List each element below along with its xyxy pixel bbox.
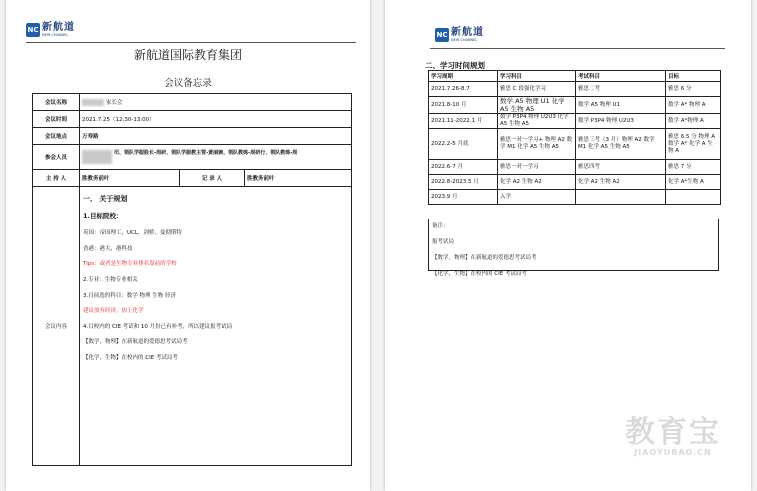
redaction bbox=[82, 150, 112, 164]
table-cell: 雅思 6 分 bbox=[666, 82, 721, 97]
table-row bbox=[429, 82, 721, 97]
content-line: 【化学，生物】在校内的 CIE 考试局考 bbox=[83, 354, 178, 361]
row-label: 参会人员 bbox=[33, 145, 80, 170]
company-logo bbox=[26, 23, 75, 38]
table-row bbox=[33, 94, 352, 111]
table-cell: 数学 A5 物理 U1 化学 A5 生物 A5 bbox=[498, 97, 576, 114]
table-row bbox=[33, 187, 352, 466]
table-cell: 2023.9 月 bbox=[429, 190, 498, 205]
notes-line: 【数学，物理】在新航道的爱德思考试局考 bbox=[432, 255, 537, 261]
table-cell: 2021.11-2022.1 月 bbox=[429, 114, 498, 129]
table-row bbox=[33, 111, 352, 128]
table-cell: 雅思一对一学习 bbox=[498, 160, 576, 175]
section-title: 二、学习时间规划 bbox=[425, 61, 485, 70]
table-row bbox=[429, 114, 721, 129]
table-row bbox=[33, 128, 352, 145]
table-cell: 化学 A2 生物 A2 bbox=[498, 175, 576, 190]
table-row bbox=[33, 145, 352, 170]
row-label: 会议时间 bbox=[33, 111, 80, 128]
recorder-value: 胜教务前叶 bbox=[245, 170, 352, 187]
meeting-table bbox=[32, 93, 352, 466]
table-cell: 数学 P3P4 物理 U2U3 化学 A5 生物 A5 bbox=[498, 114, 576, 129]
table-cell: 2021.8-10 月 bbox=[429, 97, 498, 114]
table-cell: 2021.7.26-8.7 bbox=[429, 82, 498, 97]
logo-english: NEW CHANNEL bbox=[451, 38, 478, 42]
row-value: 2021.7.25（12:30-13:00） bbox=[80, 111, 352, 128]
row-value: 司、领队学服股长-周研、领队学服教主管-黄丽婉、领队教练-周研行、领队教练-周 bbox=[80, 145, 352, 170]
logo-english: NEW CHANNEL bbox=[42, 33, 69, 37]
table-cell: 化学 A*生物 A bbox=[666, 175, 721, 190]
table-cell: 数学 A*物理 A bbox=[666, 114, 721, 129]
table-cell: 雅思 6.5 分 物理 A 数学 A* 化学 A 生物 A bbox=[666, 129, 721, 160]
content-line: 4.目校内的 CIE 考试和 10 月份已有补考，所以建议报考试局 bbox=[83, 323, 233, 330]
table-row bbox=[429, 190, 721, 205]
column-header: 学习科目 bbox=[498, 71, 576, 82]
table-cell: 数学 A* 物理 A bbox=[666, 97, 721, 114]
table-cell: 数学 A5 物理 U1 bbox=[576, 97, 666, 114]
row-label: 会议名称 bbox=[33, 94, 80, 111]
watermark-text: 教育宝 bbox=[625, 415, 721, 450]
row-label: 会议地点 bbox=[33, 128, 80, 145]
logo-name: 新航道 bbox=[451, 27, 484, 38]
table-cell: 雅思二考 bbox=[576, 82, 666, 97]
redaction bbox=[82, 99, 104, 106]
document-page-1 bbox=[6, 0, 370, 491]
content-line: 香港：港大，港科技 bbox=[83, 245, 133, 252]
table-cell bbox=[576, 190, 666, 205]
table-cell: 化学 A2 生物 A2 bbox=[576, 175, 666, 190]
table-cell: 雅思 7 分 bbox=[666, 160, 721, 175]
company-logo bbox=[435, 28, 484, 43]
column-header: 考试科目 bbox=[576, 71, 666, 82]
row-value: 万寿路 bbox=[80, 128, 352, 145]
table-row bbox=[429, 175, 721, 190]
host-value: 胜教务前叶 bbox=[80, 170, 180, 187]
table-header-row bbox=[429, 71, 721, 82]
content-cell bbox=[80, 187, 352, 466]
table-row bbox=[429, 97, 721, 114]
column-header: 学习周期 bbox=[429, 71, 498, 82]
content-label: 会议内容 bbox=[33, 187, 80, 466]
logo-name: 新航道 bbox=[42, 22, 75, 33]
table-cell: 2022.6-7 月 bbox=[429, 160, 498, 175]
header-rule bbox=[430, 48, 725, 49]
logo-mark-icon: NC bbox=[435, 28, 449, 42]
notes-label: 备注： bbox=[432, 223, 449, 229]
content-line: 【数学，物理】在新航道的爱德思考试局考 bbox=[83, 339, 188, 346]
doc-title: 会议备忘录 bbox=[164, 78, 212, 89]
table-cell: 雅思一对一学习+ 物理 A2 数学 M1 化学 A5 生物 A5 bbox=[498, 129, 576, 160]
table-cell: 雅思三考（3 月）物理 A2 数学 M1 化学 A5 生物 A5 bbox=[576, 129, 666, 160]
table-cell: 2022.8-2023.5 月 bbox=[429, 175, 498, 190]
watermark bbox=[625, 415, 721, 457]
content-line: 2.专业：生物专业相关 bbox=[83, 276, 138, 283]
suggestion-line: 建议放弃经济，加上化学 bbox=[83, 308, 144, 315]
column-header: 目标 bbox=[666, 71, 721, 82]
table-cell: 雅思四考 bbox=[576, 160, 666, 175]
content-subheading: 1.目标院校： bbox=[83, 212, 123, 221]
schedule-table bbox=[428, 70, 721, 205]
notes-box bbox=[428, 219, 719, 277]
table-row bbox=[429, 160, 721, 175]
content-line: 英国：帝国理工，UCL，剑桥，曼彻斯特 bbox=[83, 230, 182, 237]
tips-line: Tips：或者是生物专业排名靠前的学校 bbox=[83, 261, 177, 268]
notes-line: 报考试局 bbox=[432, 239, 455, 245]
row-value: 家长会 bbox=[80, 94, 352, 111]
content-line: 3.目前选的科目：数学 物理 生物 经济 bbox=[83, 292, 176, 299]
header-rule bbox=[26, 42, 356, 43]
table-cell: 入学 bbox=[498, 190, 576, 205]
table-cell: 数学 P3P4 物理 U2U3 bbox=[576, 114, 666, 129]
org-title: 新航道国际教育集团 bbox=[133, 48, 242, 62]
watermark-url: JIAOYUBAO.CN bbox=[634, 448, 712, 457]
table-cell: 2022.2-5 月底 bbox=[429, 129, 498, 160]
notes-line: 【化学，生物】在校内的 CIE 考试局考 bbox=[432, 271, 527, 277]
table-row bbox=[429, 129, 721, 160]
table-cell bbox=[666, 190, 721, 205]
table-row bbox=[33, 170, 352, 187]
content-heading: 一、 关于规划 bbox=[83, 195, 128, 203]
table-cell: 雅思 C 段强化学习 bbox=[498, 82, 576, 97]
logo-mark-icon: NC bbox=[26, 23, 40, 37]
host-label: 主 持 人 bbox=[33, 170, 80, 187]
recorder-label: 记 录 人 bbox=[180, 170, 245, 187]
